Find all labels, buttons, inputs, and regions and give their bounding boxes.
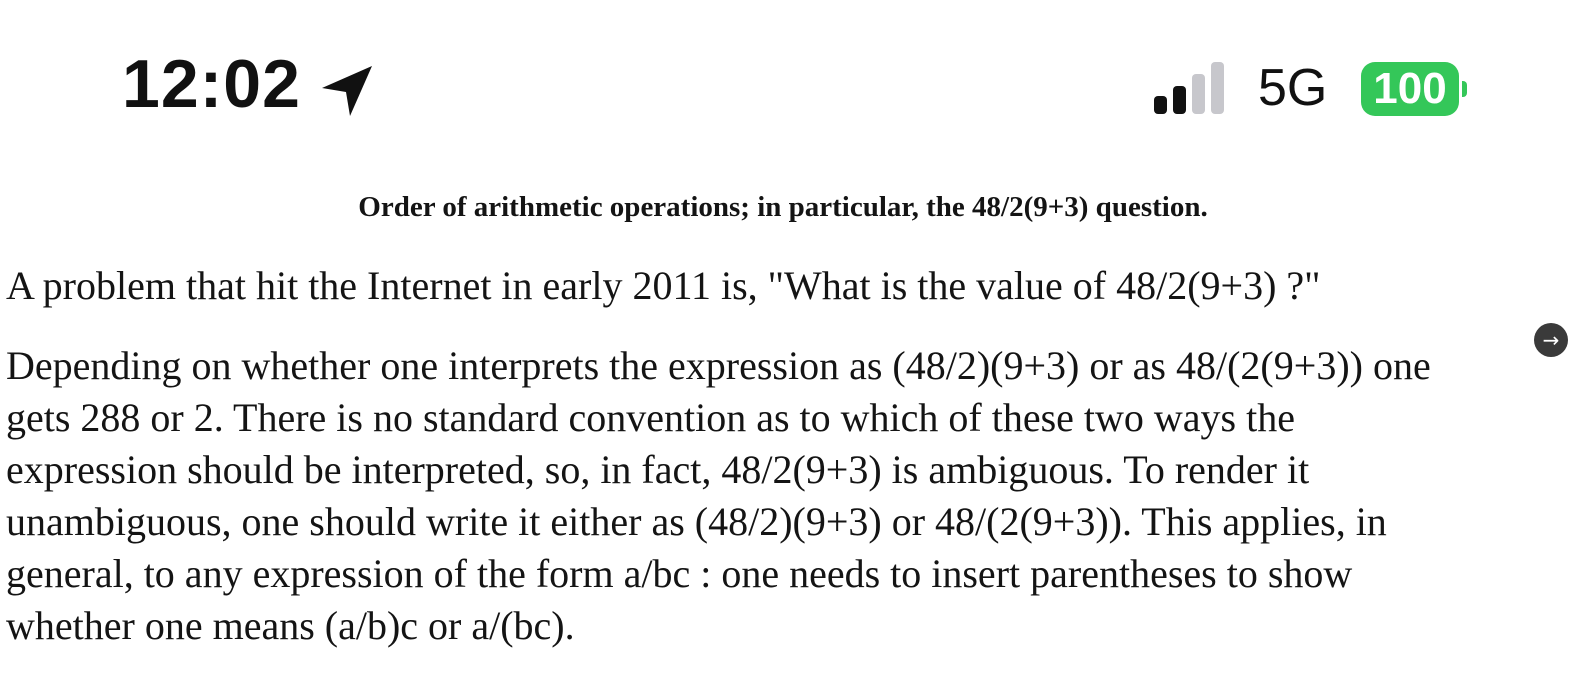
paragraph-intro: A problem that hit the Internet in early 2011 is, "What is the value of 48/2(9+3) ?" xyxy=(6,263,1321,308)
battery-icon xyxy=(1361,62,1459,116)
location-arrow-icon xyxy=(318,64,374,120)
network-type-label: 5G xyxy=(1258,59,1328,117)
signal-bar-2 xyxy=(1173,86,1186,114)
status-bar xyxy=(0,0,1592,140)
signal-bar-4 xyxy=(1211,62,1224,114)
status-time: 12:02 xyxy=(122,46,301,122)
paragraph-line: whether one means (a/b)c or a/(bc). xyxy=(6,603,575,648)
arrow-right-icon: → xyxy=(1542,328,1560,352)
document-title: Order of arithmetic operations; in particular, the 48/2(9+3) question. xyxy=(358,191,1208,223)
paragraph-explanation xyxy=(6,340,1586,652)
signal-bar-3 xyxy=(1192,74,1205,114)
paragraph-line: unambiguous, one should write it either as (48/2)(9+3) or 48/(2(9+3)). This applies, in xyxy=(6,499,1387,544)
signal-bar-1 xyxy=(1154,96,1167,114)
paragraph-line: general, to any expression of the form a/bc : one needs to insert parentheses to show xyxy=(6,551,1353,596)
paragraph-line: Depending on whether one interprets the expression as (48/2)(9+3) or as 48/(2(9+3)) one xyxy=(6,343,1431,388)
battery-nub xyxy=(1462,81,1467,97)
battery-level: 100 xyxy=(1373,64,1447,113)
cellular-signal-icon xyxy=(1154,62,1234,114)
paragraph-line: gets 288 or 2. There is no standard convention as to which of these two ways the xyxy=(6,395,1295,440)
paragraph-line: expression should be interpreted, so, in fact, 48/2(9+3) is ambiguous. To render it xyxy=(6,447,1310,492)
next-page-button[interactable] xyxy=(1534,323,1568,357)
